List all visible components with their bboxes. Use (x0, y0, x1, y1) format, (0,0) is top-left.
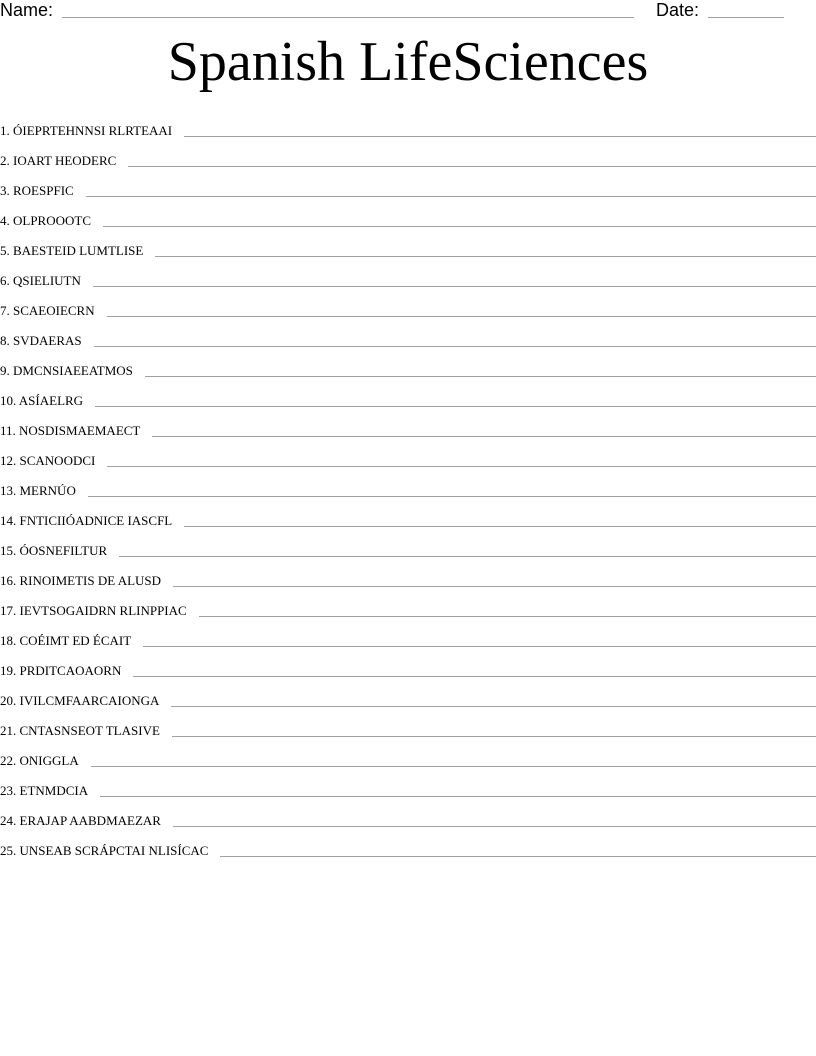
answer-line[interactable] (86, 196, 816, 197)
list-item (0, 410, 816, 440)
item-number: 24 . (0, 813, 20, 828)
item-word: IVILCMFAARCAIONGA (19, 693, 160, 708)
scramble-list (0, 110, 816, 860)
item-number: 16 . (0, 573, 20, 588)
scrambled-word (0, 153, 116, 170)
scrambled-word (0, 693, 159, 710)
list-item (0, 530, 816, 560)
answer-line[interactable] (184, 136, 816, 137)
item-word: FNTICIIÓADNICE IASCFL (19, 513, 173, 528)
date-field-line[interactable] (708, 17, 784, 18)
item-word: UNSEAB SCRÁPCTAI NLISÍCAC (19, 843, 209, 858)
scrambled-word (0, 363, 133, 380)
answer-line[interactable] (155, 256, 816, 257)
item-word: BAESTEID LUMTLISE (13, 243, 144, 258)
scrambled-word (0, 843, 208, 860)
item-word: ÓIEPRTEHNNSI RLRTEAAI (13, 123, 173, 138)
answer-line[interactable] (91, 766, 816, 767)
list-item (0, 620, 816, 650)
item-word: COÉIMT ED ÉCAIT (19, 633, 132, 648)
answer-line[interactable] (171, 706, 816, 707)
item-number: 25 . (0, 843, 20, 858)
list-item (0, 800, 816, 830)
list-item (0, 230, 816, 260)
list-item (0, 560, 816, 590)
list-item (0, 710, 816, 740)
answer-line[interactable] (93, 286, 816, 287)
answer-line[interactable] (133, 676, 816, 677)
scrambled-word (0, 183, 74, 200)
name-field-line[interactable] (62, 17, 634, 18)
answer-line[interactable] (100, 796, 816, 797)
list-item (0, 590, 816, 620)
answer-line[interactable] (128, 166, 816, 167)
item-number: 2 . (0, 153, 13, 168)
item-number: 6 . (0, 273, 13, 288)
scrambled-word (0, 753, 79, 770)
list-item (0, 830, 816, 860)
answer-line[interactable] (88, 496, 816, 497)
item-word: SVDAERAS (13, 333, 82, 348)
answer-line[interactable] (172, 736, 816, 737)
worksheet-header (0, 0, 816, 24)
item-number: 10 . (0, 393, 19, 408)
date-label: Date: (656, 0, 700, 20)
scrambled-word (0, 723, 160, 740)
item-number: 22 . (0, 753, 20, 768)
answer-line[interactable] (107, 466, 816, 467)
item-word: DMCNSIAEEATMOS (13, 363, 133, 378)
answer-line[interactable] (94, 346, 816, 347)
answer-line[interactable] (199, 616, 816, 617)
list-item (0, 170, 816, 200)
answer-line[interactable] (220, 856, 816, 857)
item-number: 15 . (0, 543, 20, 558)
item-word: RINOIMETIS DE ALUSD (19, 573, 162, 588)
list-item (0, 650, 816, 680)
item-number: 19 . (0, 663, 20, 678)
scrambled-word (0, 423, 140, 440)
item-number: 3 . (0, 183, 13, 198)
scrambled-word (0, 783, 88, 800)
item-word: SCANOODCI (19, 453, 96, 468)
answer-line[interactable] (119, 556, 816, 557)
item-word: SCAEOIECRN (13, 303, 95, 318)
item-number: 20 . (0, 693, 20, 708)
answer-line[interactable] (95, 406, 816, 407)
answer-line[interactable] (184, 526, 816, 527)
answer-line[interactable] (145, 376, 816, 377)
list-item (0, 440, 816, 470)
item-number: 4 . (0, 213, 13, 228)
scrambled-word (0, 633, 131, 650)
scrambled-word (0, 333, 82, 350)
scrambled-word (0, 303, 95, 320)
item-word: ÓOSNEFILTUR (19, 543, 108, 558)
list-item (0, 380, 816, 410)
scrambled-word (0, 453, 95, 470)
scrambled-word (0, 213, 91, 230)
scrambled-word (0, 813, 161, 830)
list-item (0, 680, 816, 710)
answer-line[interactable] (143, 646, 816, 647)
answer-line[interactable] (173, 586, 816, 587)
scrambled-word (0, 393, 83, 410)
item-number: 23 . (0, 783, 20, 798)
answer-line[interactable] (173, 826, 816, 827)
item-word: ROESPFIC (13, 183, 74, 198)
list-item (0, 200, 816, 230)
scrambled-word (0, 243, 143, 260)
answer-line[interactable] (107, 316, 816, 317)
scrambled-word (0, 273, 81, 290)
list-item (0, 260, 816, 290)
item-word: IEVTSOGAIDRN RLINPPIAC (19, 603, 187, 618)
item-number: 13 . (0, 483, 20, 498)
item-number: 18 . (0, 633, 20, 648)
item-number: 14 . (0, 513, 20, 528)
item-word: ASÍAELRG (18, 393, 84, 408)
item-number: 11 . (0, 423, 19, 438)
list-item (0, 350, 816, 380)
item-word: QSIELIUTN (13, 273, 81, 288)
list-item (0, 740, 816, 770)
item-word: ETNMDCIA (19, 783, 89, 798)
list-item (0, 290, 816, 320)
item-number: 8 . (0, 333, 13, 348)
item-word: PRDITCAOAORN (19, 663, 122, 678)
answer-line[interactable] (103, 226, 816, 227)
scrambled-word (0, 543, 107, 560)
page-title: Spanish LifeSciences (167, 31, 649, 93)
item-number: 5 . (0, 243, 13, 258)
list-item (0, 770, 816, 800)
item-word: MERNÚO (19, 483, 76, 498)
item-word: IOART HEODERC (13, 153, 117, 168)
item-number: 17 . (0, 603, 20, 618)
list-item (0, 470, 816, 500)
name-label: Name: (0, 0, 54, 20)
item-number: 9 . (0, 363, 13, 378)
answer-line[interactable] (152, 436, 816, 437)
item-word: ERAJAP AABDMAEZAR (19, 813, 161, 828)
scrambled-word (0, 663, 121, 680)
item-number: 21 . (0, 723, 20, 738)
item-word: CNTASNSEOT TLASIVE (19, 723, 160, 738)
list-item (0, 500, 816, 530)
item-number: 1 . (0, 123, 13, 138)
item-number: 12 . (0, 453, 20, 468)
item-word: OLPROOOTC (13, 213, 92, 228)
item-number: 7 . (0, 303, 13, 318)
list-item (0, 110, 816, 140)
scrambled-word (0, 483, 76, 500)
scrambled-word (0, 123, 172, 140)
item-word: NOSDISMAEMAECT (19, 423, 141, 438)
scrambled-word (0, 573, 161, 590)
list-item (0, 140, 816, 170)
scrambled-word (0, 603, 187, 620)
scrambled-word (0, 513, 172, 530)
item-word: ONIGGLA (19, 753, 79, 768)
list-item (0, 320, 816, 350)
